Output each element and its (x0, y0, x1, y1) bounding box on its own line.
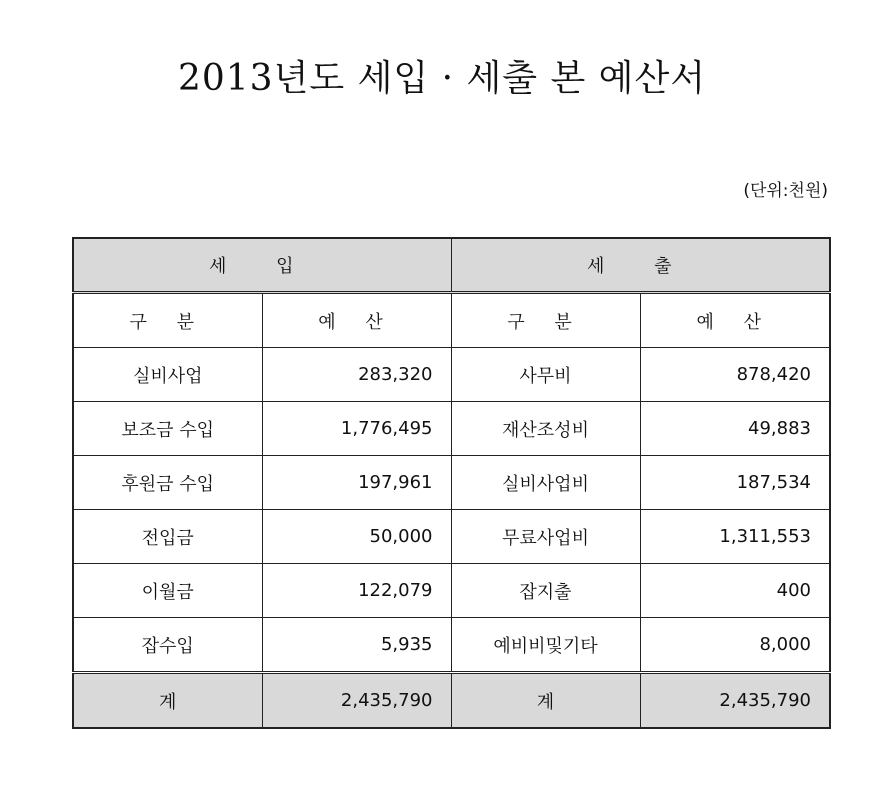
table-row (73, 618, 830, 673)
column-header-row (73, 293, 830, 348)
expense-item: 실비사업비 (451, 456, 640, 510)
expense-amount: 878,420 (640, 348, 830, 402)
income-amount: 5,935 (262, 618, 451, 673)
expense-budget-header: 예 산 (640, 293, 830, 348)
expense-total-amount: 2,435,790 (640, 673, 830, 729)
expense-item: 무료사업비 (451, 510, 640, 564)
income-amount: 122,079 (262, 564, 451, 618)
expense-amount: 1,311,553 (640, 510, 830, 564)
income-category-header: 구 분 (73, 293, 262, 348)
expense-amount: 400 (640, 564, 830, 618)
unit-label: (단위:천원) (743, 181, 828, 201)
expense-item: 예비비및기타 (451, 618, 640, 673)
budget-table (72, 237, 831, 729)
income-budget-header: 예 산 (262, 293, 451, 348)
expense-item: 재산조성비 (451, 402, 640, 456)
table-row (73, 456, 830, 510)
expense-category-header: 구 분 (451, 293, 640, 348)
section-header-row (73, 238, 830, 293)
income-item: 잡수입 (73, 618, 262, 673)
income-item: 전입금 (73, 510, 262, 564)
total-row (73, 673, 830, 729)
table-row (73, 510, 830, 564)
income-section-header: 세 입 (73, 238, 451, 293)
table-row (73, 564, 830, 618)
page-title: 2013년도 세입 · 세출 본 예산서 (177, 58, 707, 99)
expense-section-header: 세 출 (451, 238, 830, 293)
income-amount: 50,000 (262, 510, 451, 564)
expense-item: 잡지출 (451, 564, 640, 618)
income-item: 실비사업 (73, 348, 262, 402)
expense-amount: 8,000 (640, 618, 830, 673)
income-amount: 197,961 (262, 456, 451, 510)
table-row (73, 348, 830, 402)
income-total-amount: 2,435,790 (262, 673, 451, 729)
income-amount: 283,320 (262, 348, 451, 402)
expense-item: 사무비 (451, 348, 640, 402)
income-amount: 1,776,495 (262, 402, 451, 456)
income-item: 이월금 (73, 564, 262, 618)
expense-amount: 49,883 (640, 402, 830, 456)
income-item: 후원금 수입 (73, 456, 262, 510)
income-total-label: 계 (73, 673, 262, 729)
expense-amount: 187,534 (640, 456, 830, 510)
table-row (73, 402, 830, 456)
income-item: 보조금 수입 (73, 402, 262, 456)
expense-total-label: 계 (451, 673, 640, 729)
